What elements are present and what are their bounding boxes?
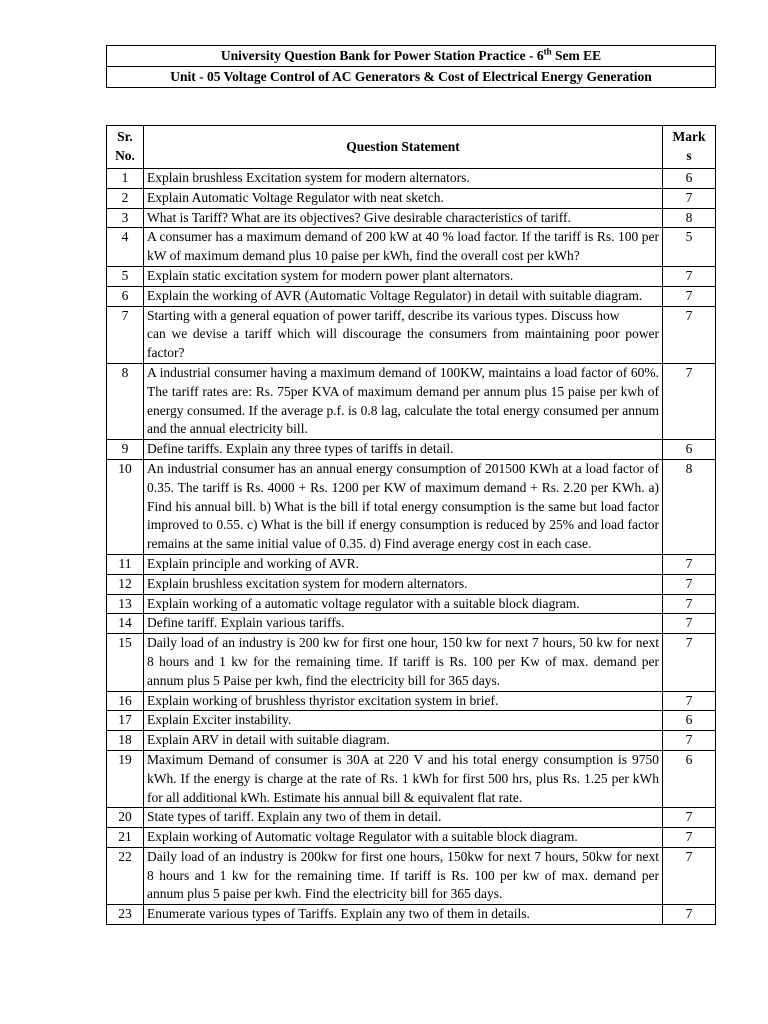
row-question: Explain working of Automatic voltage Regulator with a suitable block diagram. (144, 828, 663, 848)
row-sr-number: 10 (107, 459, 144, 554)
table-row (107, 459, 716, 554)
header-title-sem: Sem EE (551, 48, 602, 63)
row-sr-number: 17 (107, 711, 144, 731)
row-sr-number: 8 (107, 363, 144, 439)
table-header-row (107, 126, 716, 169)
row-question: Explain working of a automatic voltage regulator with a suitable block diagram. (144, 594, 663, 614)
row-marks: 8 (663, 459, 716, 554)
row-sr-number: 18 (107, 731, 144, 751)
header-title-sup: th (543, 46, 552, 57)
row-sr-number: 20 (107, 808, 144, 828)
row-sr-number: 14 (107, 614, 144, 634)
row-question: Maximum Demand of consumer is 30A at 220 V and his total energy consumption is 9750 kWh. If the energy is charge at the rate of Rs. 1 kWh for first 500 hrs, plus Rs. 1.25 per kWh for all additional kWh. Estimate his annual bill & equivalent flat rate. (144, 750, 663, 807)
row-sr-number: 21 (107, 828, 144, 848)
row-question: Explain Exciter instability. (144, 711, 663, 731)
document-header-table (106, 45, 716, 88)
row-sr-number: 3 (107, 208, 144, 228)
row-sr-number: 22 (107, 847, 144, 904)
row-question: Define tariff. Explain various tariffs. (144, 614, 663, 634)
table-row (107, 554, 716, 574)
row-sr-number: 7 (107, 306, 144, 363)
column-header-sr-line2: No. (115, 148, 135, 163)
row-marks: 6 (663, 169, 716, 189)
table-row (107, 574, 716, 594)
row-sr-number: 9 (107, 440, 144, 460)
column-header-sr-line1: Sr. (117, 129, 133, 145)
table-row (107, 750, 716, 807)
row-marks: 7 (663, 266, 716, 286)
row-question: An industrial consumer has an annual energy consumption of 201500 KWh at a load factor of 0.35. The tariff is Rs. 4000 + Rs. 1200 per KW of maximum demand + Rs. 2.20 per KWh. a) Find his annual bill. b) What is the bill if total energy consumption is the same but load factor improved to 0.55. c) What is the bill if energy consumption is reduced by 25% and load factor remains at the same initial value of 0.35. d) Find average energy cost in each case. (144, 459, 663, 554)
row-marks: 7 (663, 691, 716, 711)
row-marks: 7 (663, 614, 716, 634)
row-question: Explain the working of AVR (Automatic Voltage Regulator) in detail with suitable diagram. (144, 286, 663, 306)
row-marks: 6 (663, 440, 716, 460)
row-question: Explain ARV in detail with suitable diagram. (144, 731, 663, 751)
row-marks: 8 (663, 208, 716, 228)
table-row (107, 614, 716, 634)
row-question: What is Tariff? What are its objectives? Give desirable characteristics of tariff. (144, 208, 663, 228)
row-marks: 7 (663, 574, 716, 594)
table-row (107, 286, 716, 306)
row-question: Define tariffs. Explain any three types of tariffs in detail. (144, 440, 663, 460)
row-sr-number: 11 (107, 554, 144, 574)
question-bank-table (106, 125, 716, 925)
row-marks: 7 (663, 634, 716, 691)
row-marks: 7 (663, 306, 716, 363)
row-marks: 7 (663, 731, 716, 751)
table-row (107, 828, 716, 848)
row-question: Enumerate various types of Tariffs. Explain any two of them in details. (144, 905, 663, 925)
row-question: Explain Automatic Voltage Regulator with neat sketch. (144, 188, 663, 208)
table-row (107, 306, 716, 363)
row-sr-number: 16 (107, 691, 144, 711)
row-marks: 6 (663, 711, 716, 731)
row-question: Daily load of an industry is 200 kw for first one hour, 150 kw for next 7 hours, 50 kw for next 8 hours and 1 kw for the remaining time. If tariff is Rs. 100 per Kw of max. demand per annum plus 5 Paise per kwh, find the electricity bill for 365 days. (144, 634, 663, 691)
row-question: Explain static excitation system for modern power plant alternators. (144, 266, 663, 286)
row-question: Explain brushless Excitation system for modern alternators. (144, 169, 663, 189)
table-row (107, 208, 716, 228)
row-marks: 7 (663, 554, 716, 574)
table-row (107, 228, 716, 267)
table-row (107, 691, 716, 711)
header-unit: Unit - 05 Voltage Control of AC Generators & Cost of Electrical Energy Generation (107, 67, 716, 88)
table-row (107, 188, 716, 208)
row-marks: 7 (663, 828, 716, 848)
table-row (107, 169, 716, 189)
row-marks: 7 (663, 594, 716, 614)
table-row (107, 440, 716, 460)
column-header-marks-line1: Mark (672, 129, 706, 145)
row-marks: 7 (663, 905, 716, 925)
row-marks: 5 (663, 228, 716, 267)
table-row (107, 711, 716, 731)
row-sr-number: 2 (107, 188, 144, 208)
column-header-question: Question Statement (144, 126, 663, 169)
row-marks: 6 (663, 750, 716, 807)
row-sr-number: 23 (107, 905, 144, 925)
row-marks: 7 (663, 363, 716, 439)
table-row (107, 634, 716, 691)
column-header-marks-line2: s (686, 148, 692, 163)
row-marks: 7 (663, 188, 716, 208)
header-title (107, 46, 716, 67)
column-header-sr (107, 126, 144, 169)
table-row (107, 363, 716, 439)
row-marks: 7 (663, 808, 716, 828)
row-sr-number: 12 (107, 574, 144, 594)
table-row (107, 808, 716, 828)
row-question: A consumer has a maximum demand of 200 kW at 40 % load factor. If the tariff is Rs. 100 per kW of maximum demand plus 10 paise per kWh, find the overall cost per kWh? (144, 228, 663, 267)
table-row (107, 594, 716, 614)
row-sr-number: 4 (107, 228, 144, 267)
table-row (107, 847, 716, 904)
row-question: State types of tariff. Explain any two of them in detail. (144, 808, 663, 828)
row-question: Explain working of brushless thyristor excitation system in brief. (144, 691, 663, 711)
table-row (107, 731, 716, 751)
row-marks: 7 (663, 847, 716, 904)
row-question: Explain brushless excitation system for modern alternators. (144, 574, 663, 594)
row-marks: 7 (663, 286, 716, 306)
row-sr-number: 5 (107, 266, 144, 286)
row-sr-number: 6 (107, 286, 144, 306)
row-question: Daily load of an industry is 200kw for first one hours, 150kw for next 7 hours, 50kw for next 8 hours and 1 kw for the remaining time. If tariff is Rs. 100 per kw of max. demand per annum plus 5 paise per kwh. Find the electricity bill for 365 days. (144, 847, 663, 904)
row-sr-number: 13 (107, 594, 144, 614)
column-header-marks (663, 126, 716, 169)
row-sr-number: 15 (107, 634, 144, 691)
row-question: Starting with a general equation of power tariff, describe its various types. Discuss how can we devise a tariff which will discourage the consumers from maintaining poor power factor? (144, 306, 663, 363)
row-question: Explain principle and working of AVR. (144, 554, 663, 574)
header-title-text: University Question Bank for Power Station Practice - 6 (220, 48, 544, 63)
row-question: A industrial consumer having a maximum demand of 100KW, maintains a load factor of 60%. The tariff rates are: Rs. 75per KVA of maximum demand per annum plus 15 paise per kwh of energy consumed. If the average p.f. is 0.8 lag, calculate the total energy consumed per annum and the annual electricity bill. (144, 363, 663, 439)
row-sr-number: 1 (107, 169, 144, 189)
row-sr-number: 19 (107, 750, 144, 807)
table-row (107, 905, 716, 925)
table-row (107, 266, 716, 286)
